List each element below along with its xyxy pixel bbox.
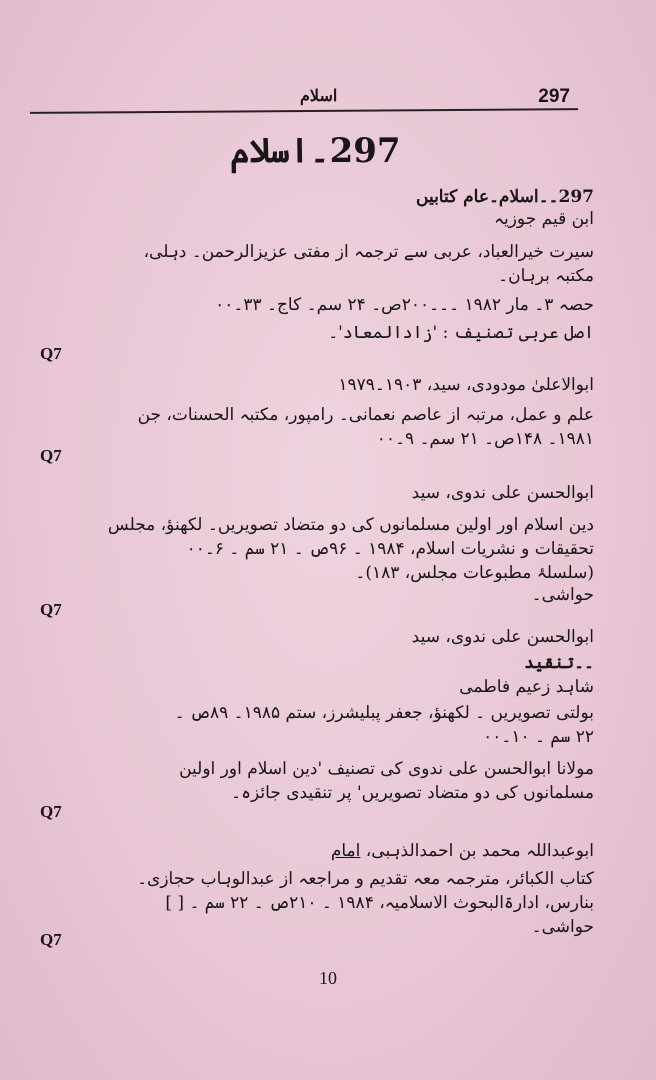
entry-line: بنارس، ادارۃالبحوث الاسلامیہ، ۱۹۸۴ ۔ ۲۱۰ص ۔ ۲۲ سم ۔ [ ] xyxy=(165,893,594,913)
entry-code: Q7 xyxy=(40,802,62,821)
entry-line: حصہ ۳۔ مار ۱۹۸۲ ۔۔۔۲۰۰ص۔ ۲۴ سم۔ کاج۔ ۳۳۔۰۰ xyxy=(215,295,594,315)
entry-line: ۲۲ سم ۔ ۱۰۔۰۰ xyxy=(483,727,594,747)
entry-line: (سلسلۂ مطبوعات مجلس، ۱۸۳)۔ xyxy=(355,563,594,583)
header-page-number: 297 xyxy=(538,86,570,107)
entry-author-2: شاہد زعیم فاطمی xyxy=(459,677,594,697)
entry-code: Q7 xyxy=(40,600,62,619)
entry-line: تحقیقات و نشریات اسلام، ۱۹۸۴ ۔ ۹۶ص ۔ ۲۱ سم ۔ ۶۔۰۰ xyxy=(186,539,594,559)
section-title: 297۔اسلام xyxy=(230,131,401,171)
entry-line: مکتبہ برہان۔ xyxy=(498,266,594,286)
entry-line: اصل عربی تصنیف : 'زادالمعاد'۔ xyxy=(328,323,594,343)
entry-line: مولانا ابوالحسن علی ندوی کی تصنیف 'دین اسلام اور اولین xyxy=(179,759,594,779)
entry-line: بولتی تصویریں ۔ لکھنؤ، جعفر پبلیشرز، ستم ۱۹۸۵۔ ۸۹ص ۔ xyxy=(174,703,594,723)
entry-author: ابن قیم جوزیہ xyxy=(494,209,594,229)
entry-author xyxy=(331,840,594,862)
entry-author-suffix: امام xyxy=(330,841,361,861)
entry-line: ۱۹۸۱۔ ۱۴۸ص۔ ۲۱ سم۔ ۹۔۰۰ xyxy=(376,429,594,449)
entry-subheading: ۔۔تنقید xyxy=(524,653,594,673)
entry-code: Q7 xyxy=(40,344,62,363)
header-title: اسلام xyxy=(300,86,338,105)
entry-line: دین اسلام اور اولین مسلمانوں کی دو متضاد تصویریں۔ لکھنؤ، مجلس xyxy=(107,515,594,535)
entry-code: Q7 xyxy=(40,930,62,949)
entry-line: کتاب الکبائر، مترجمہ معہ تقدیم و مراجعہ از عبدالوہاب حجازی۔ xyxy=(137,869,594,889)
entry-line: سیرت خیرالعباد، عربی سے ترجمہ از مفتی عزیزالرحمن۔ دہلی، xyxy=(143,242,594,262)
entry-code: Q7 xyxy=(40,446,62,465)
entry-author: ابوالاعلیٰ مودودی، سید، ۱۹۰۳۔۱۹۷۹ xyxy=(338,375,594,395)
entry-author: ابوالحسن علی ندوی، سید xyxy=(411,627,594,647)
entry-line: حواشی۔ xyxy=(531,585,594,605)
entry-line: مسلمانوں کی دو متضاد تصویریں' پر تنقیدی جائزہ۔ xyxy=(231,783,594,803)
footer-page-number: 10 xyxy=(319,968,337,988)
entry-line: حواشی۔ xyxy=(531,917,594,937)
entry-heading: 297۔۔اسلام۔عام کتابیں xyxy=(416,187,594,207)
entry-author-name: ابوعبداللہ محمد بن احمدالذہبی، xyxy=(365,841,594,861)
entry-author: ابوالحسن علی ندوی، سید xyxy=(411,483,594,503)
entry-line: علم و عمل، مرتبہ از عاصم نعمانی۔ رامپور، مکتبہ الحسنات، جن xyxy=(137,405,594,425)
